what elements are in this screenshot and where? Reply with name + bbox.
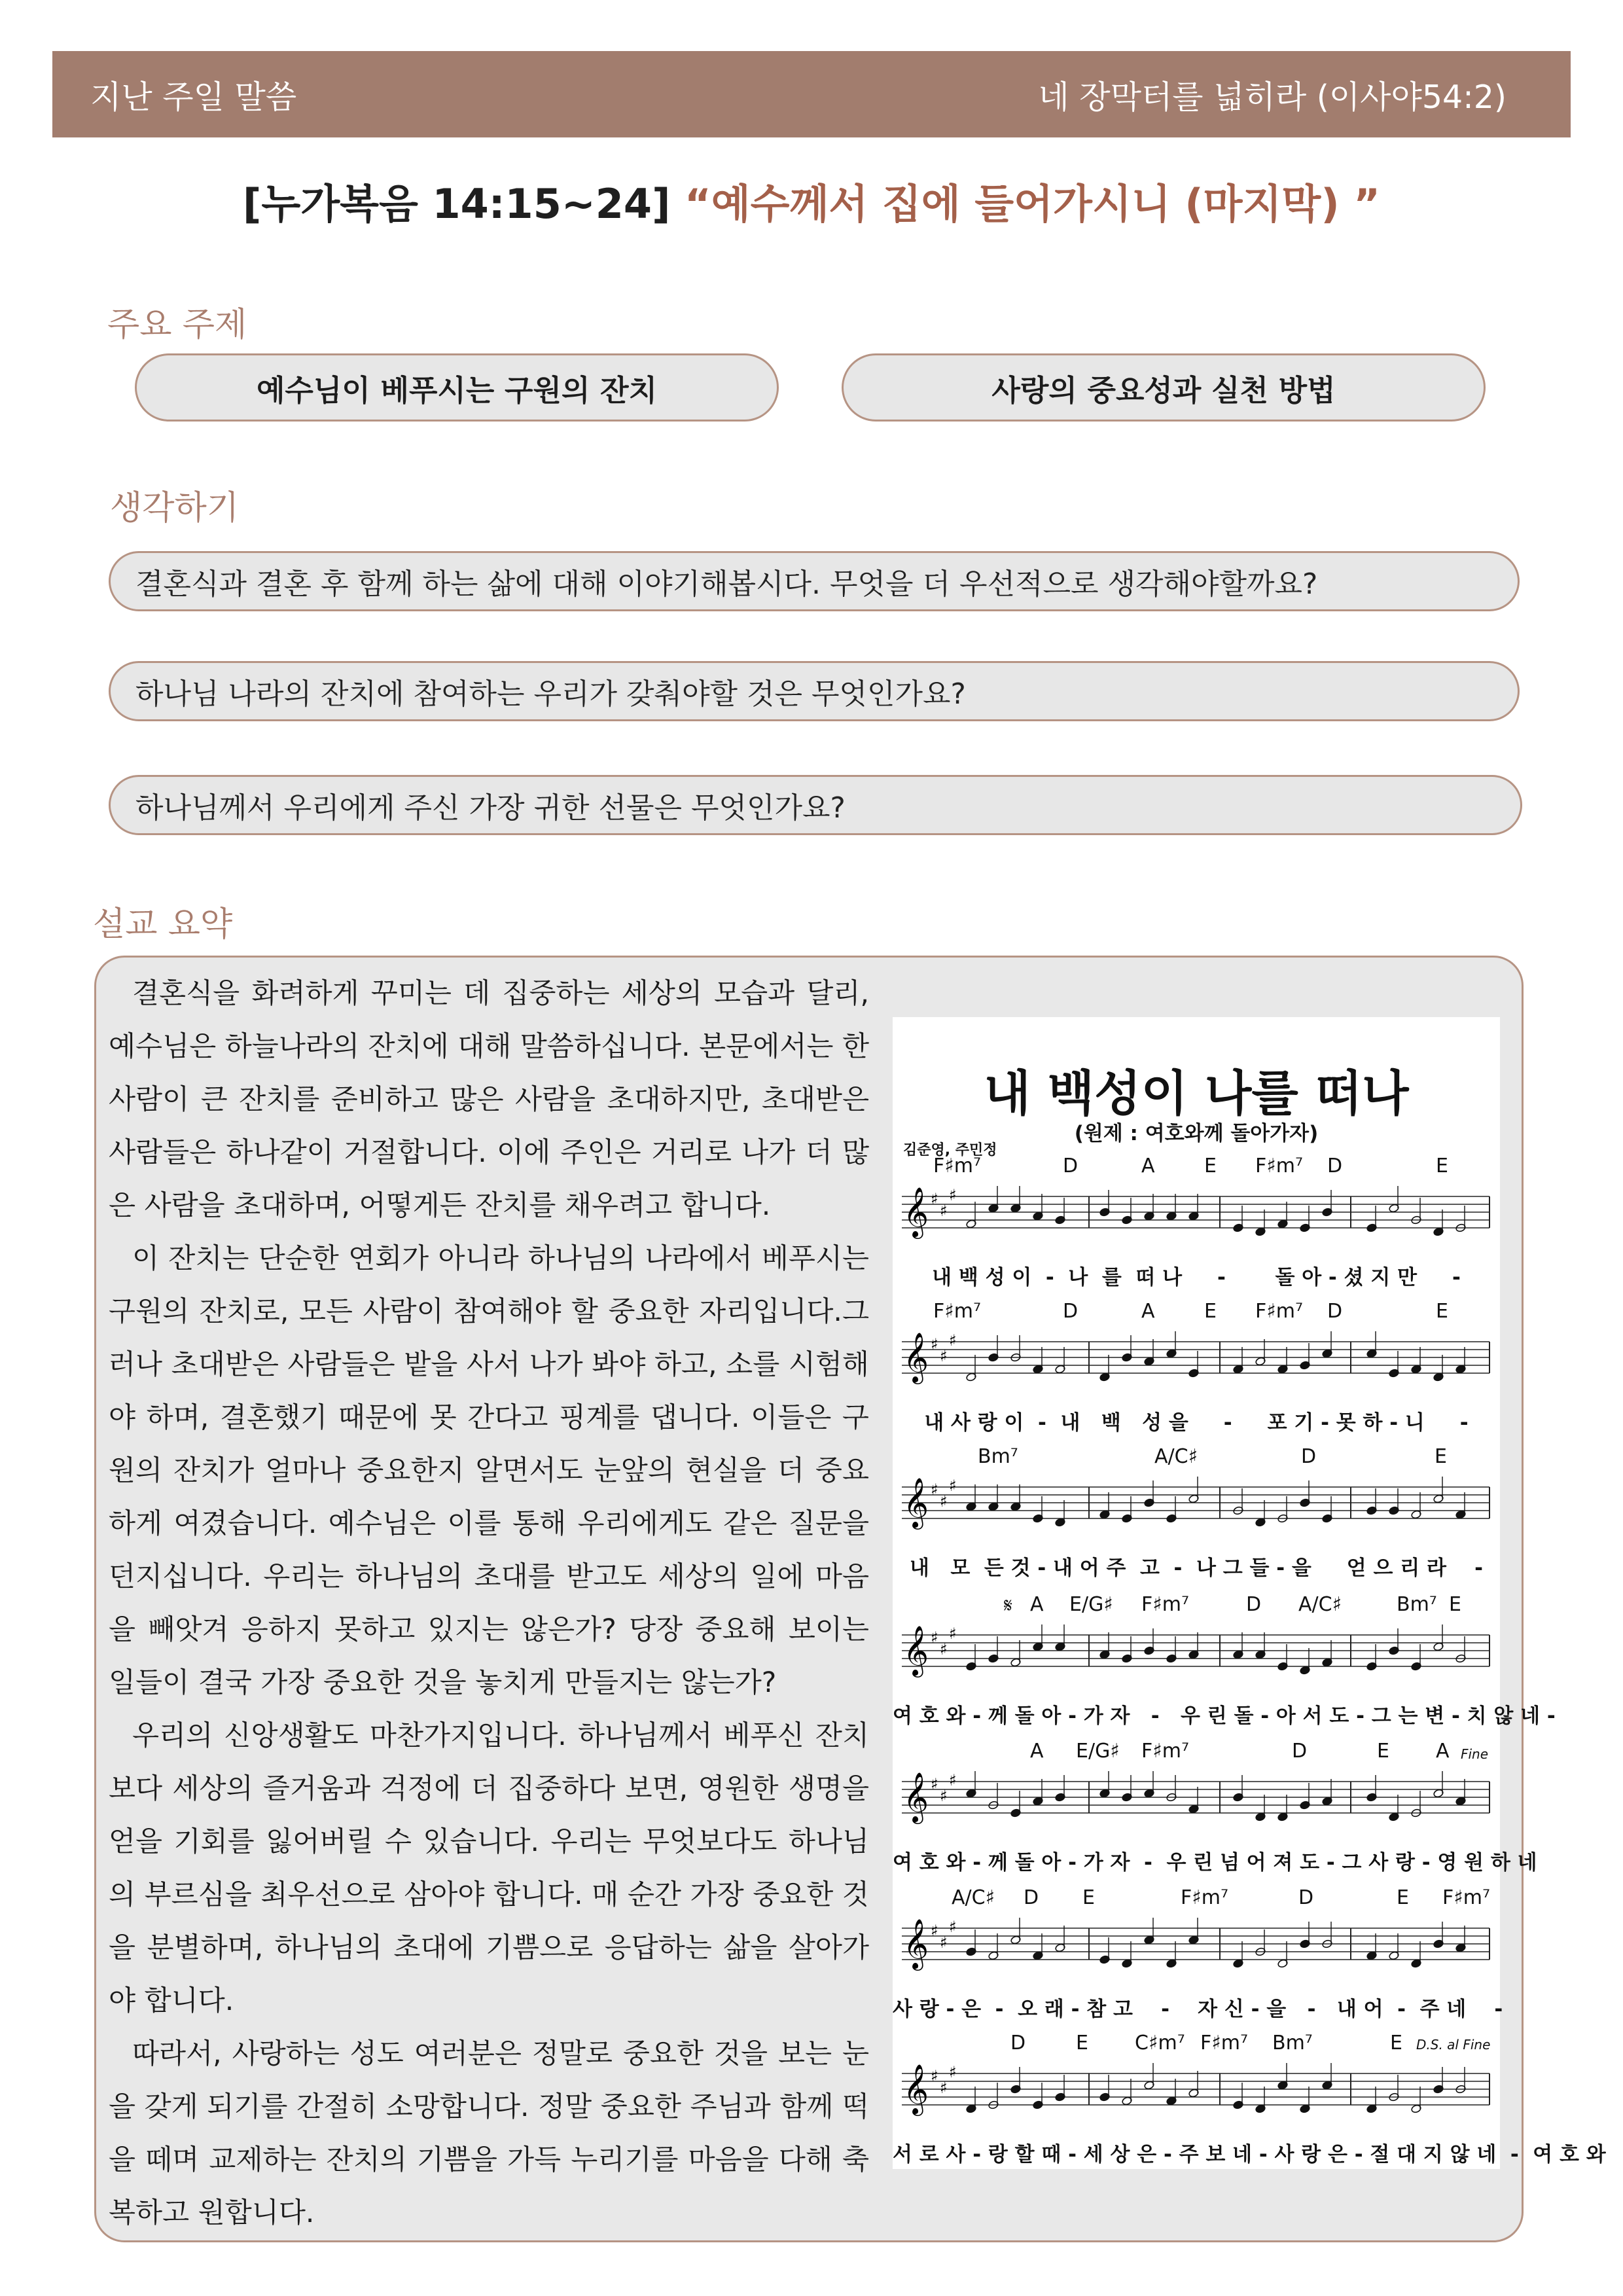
lyric-line: 내 모 든 것 - 내 어 주 고 - 나 그 들 - 을 얻 으 리 라 - xyxy=(910,1556,1483,1580)
sharp-icon: ♯ xyxy=(949,2063,957,2081)
sharp-icon: ♯ xyxy=(931,1628,938,1647)
sharp-icon: ♯ xyxy=(949,1477,957,1495)
question-text: 하나님께서 우리에게 주신 가장 귀한 선물은 무엇인가요? xyxy=(135,791,846,825)
lyric-line: 내 백 성 이 - 나 를 떠 나 - 돌 아 - 셨 지 만 - xyxy=(932,1266,1461,1289)
ds-al-fine-marking: D.S. al Fine xyxy=(1416,2037,1491,2053)
sharp-icon: ♯ xyxy=(949,1186,957,1204)
music-staff xyxy=(893,1740,1500,1844)
chord-label: D xyxy=(1298,1886,1314,1909)
sharp-icon: ♯ xyxy=(931,1335,938,1354)
chord-label: Bm⁷ xyxy=(1272,2032,1313,2054)
topic-pill xyxy=(842,353,1486,422)
sharp-icon: ♯ xyxy=(940,1787,948,1805)
question-text: 결혼식과 결혼 후 함께 하는 삶에 대해 이야기해봅시다. 무엇을 더 우선적으로 생각해야할까요? xyxy=(135,567,1318,601)
chord-label: D xyxy=(1327,1300,1343,1323)
chord-label: F♯m⁷ xyxy=(933,1155,982,1177)
chord-label: F♯m⁷ xyxy=(1255,1300,1304,1323)
chord-label: A xyxy=(1030,1740,1044,1763)
music-staff xyxy=(893,1155,1500,1259)
chord-label: E xyxy=(1390,2032,1402,2054)
treble-clef-icon: 𝄞 xyxy=(903,1477,929,1528)
song-original-title: (원제 : 여호와께 돌아가자) xyxy=(1074,1122,1319,1145)
sharp-icon: ♯ xyxy=(949,1331,957,1350)
chord-label: F♯m⁷ xyxy=(1255,1155,1304,1177)
treble-clef-icon: 𝄞 xyxy=(903,1187,929,1237)
music-system xyxy=(893,1740,1537,1888)
music-staff xyxy=(893,1300,1500,1405)
music-system xyxy=(893,1886,1503,2034)
sharp-icon: ♯ xyxy=(940,1640,948,1659)
sharp-icon: ♯ xyxy=(931,1922,938,1940)
chord-label: D xyxy=(1024,1886,1039,1909)
sharp-icon: ♯ xyxy=(931,1480,938,1499)
chord-label: D xyxy=(1301,1445,1317,1468)
chord-label: E/G♯ xyxy=(1069,1593,1113,1616)
song-title: 내 백성이 나를 떠나 xyxy=(984,1066,1409,1122)
sharp-icon: ♯ xyxy=(931,1190,938,1208)
chord-label: A/C♯ xyxy=(1298,1593,1342,1616)
header-bar xyxy=(52,51,1571,137)
chord-label: F♯m⁷ xyxy=(1442,1886,1491,1909)
sharp-icon: ♯ xyxy=(931,2067,938,2085)
summary-text xyxy=(109,967,869,2240)
song-composer: 김준영, 주민정 xyxy=(903,1142,997,1158)
chord-label: E xyxy=(1204,1155,1217,1177)
music-system xyxy=(893,1593,1556,1741)
chord-label: D xyxy=(1327,1155,1343,1177)
chord-label: D xyxy=(1246,1593,1262,1616)
sharp-icon: ♯ xyxy=(940,2079,948,2097)
treble-clef-icon: 𝄞 xyxy=(903,1625,929,1676)
sharp-icon: ♯ xyxy=(940,1347,948,1365)
chord-label: E xyxy=(1436,1300,1448,1323)
chord-label: F♯m⁷ xyxy=(1181,1886,1229,1909)
chord-label: E xyxy=(1204,1300,1217,1323)
music-system xyxy=(893,1155,1500,1302)
lyric-line: 여 호 와 - 께 돌 아 - 가 자 - 우 린 넘 어 져 도 - 그 사 랑 - 영 원 하 네 xyxy=(893,1851,1537,1874)
treble-clef-icon: 𝄞 xyxy=(903,1918,929,1969)
chord-label: A xyxy=(1141,1300,1155,1323)
chord-label: F♯m⁷ xyxy=(933,1300,982,1323)
chord-label: D xyxy=(1292,1740,1308,1763)
chord-label: A xyxy=(1141,1155,1155,1177)
sharp-icon: ♯ xyxy=(940,1202,948,1220)
summary-paragraph: 결혼식을 화려하게 꾸미는 데 집중하는 세상의 모습과 달리, 예수님은 하늘나라의 잔치에 대해 말씀하십니다. 본문에서는 한 사람이 큰 잔치를 준비하고 많은 사람을 초대하지만, 초대받은 사람들은 하나같이 거절합니다. 이에 주인은 거리로 나가 더 많은 사람을 초대하며, 어떻게든 잔치를 채우려고 합니다. xyxy=(109,978,869,1222)
sharp-icon: ♯ xyxy=(931,1775,938,1793)
summary-paragraph: 이 잔치는 단순한 연회가 아니라 하나님의 나라에서 베푸시는 구원의 잔치로, 모든 사람이 참여해야 할 중요한 자리입니다.그러나 초대받은 사람들은 밭을 사서 나가 봐야 하고, 소를 시험해야 하며, 결혼했기 때문에 못 간다고 핑계를 댑니다. 이들은 구원의 잔치가 얼마나 중요한지 알면서도 눈앞의 현실을 더 중요하게 여겼습니다. 예수님은 이를 통해 우리에게도 같은 질문을 던지십니다. 우리는 하나님의 초대를 받고도 세상의 일에 마음을 빼앗겨 응하지 못하고 있지는 않은가? 당장 중요해 보이는 일들이 결국 가장 중요한 것을 놓치게 만들지는 않는가? xyxy=(109,1243,869,1699)
chord-label: A xyxy=(1436,1740,1450,1763)
sharp-icon: ♯ xyxy=(940,1933,948,1952)
chord-label: D xyxy=(1010,2032,1026,2054)
chord-label: F♯m⁷ xyxy=(1141,1740,1190,1763)
music-staff xyxy=(893,2032,1500,2136)
sheet-music xyxy=(893,1017,1606,2169)
topics-label: 주요 주제 xyxy=(107,306,247,344)
chord-label: E xyxy=(1449,1593,1461,1616)
sharp-icon: ♯ xyxy=(949,1624,957,1643)
fine-marking: Fine xyxy=(1461,1746,1489,1762)
chord-label: Bm⁷ xyxy=(1397,1593,1437,1616)
chord-label: C♯m⁷ xyxy=(1135,2032,1185,2054)
chord-label: E xyxy=(1397,1886,1409,1909)
music-system xyxy=(893,1445,1500,1593)
chord-label: E/G♯ xyxy=(1076,1740,1120,1763)
lyric-line: 내 사 랑 이 - 내 백 성 을 - 포 기 - 못 하 - 니 - xyxy=(924,1411,1469,1435)
scripture-reference: [누가복음 14:15~24] xyxy=(243,180,671,228)
chord-label: F♯m⁷ xyxy=(1141,1593,1190,1616)
summary-label: 설교 요약 xyxy=(93,905,233,944)
chord-label: D xyxy=(1063,1300,1079,1323)
sharp-icon: ♯ xyxy=(940,1492,948,1511)
sermon-title xyxy=(0,171,1623,230)
treble-clef-icon: 𝄞 xyxy=(903,2064,929,2114)
topic-pill xyxy=(135,353,779,422)
music-system xyxy=(893,2032,1606,2179)
lyric-line: 사 랑 - 은 - 오 래 - 참 고 - 자 신 - 을 - 내 어 - 주 네 - xyxy=(893,1998,1503,2021)
sharp-icon: ♯ xyxy=(949,1771,957,1789)
topic-text: 예수님이 베푸시는 구원의 잔치 xyxy=(256,372,658,408)
chord-label: F♯m⁷ xyxy=(1200,2032,1249,2054)
header-section-title: 지난 주일 말씀 xyxy=(90,79,297,116)
sermon-quote: “예수께서 집에 들어가시니 (마지막) ” xyxy=(685,180,1380,228)
chord-label: A xyxy=(1030,1593,1044,1616)
summary-paragraph: 우리의 신앙생활도 마찬가지입니다. 하나님께서 베푸신 잔치보다 세상의 즐거움과 걱정에 더 집중하다 보면, 영원한 생명을 얻을 기회를 잃어버릴 수 있습니다. 우리는 무엇보다도 하나님의 부르심을 최우선으로 삼아야 합니다. 매 순간 가장 중요한 것을 분별하며, 하나님의 초대에 기쁨으로 응답하는 삶을 살아가야 합니다. xyxy=(109,1720,869,2017)
treble-clef-icon: 𝄞 xyxy=(903,1332,929,1382)
chord-label: E xyxy=(1436,1155,1448,1177)
chord-label: A/C♯ xyxy=(952,1886,995,1909)
chord-label: D xyxy=(1063,1155,1079,1177)
lyric-line: 서 로 사 - 랑 할 때 - 세 상 은 - 주 보 네 - 사 랑 은 - 절 대 지 않 네 - 여 호 와 xyxy=(893,2143,1606,2166)
chord-label: E xyxy=(1082,1886,1095,1909)
music-system xyxy=(893,1300,1500,1448)
summary-paragraph: 따라서, 사랑하는 성도 여러분은 정말로 중요한 것을 보는 눈을 갖게 되기를 간절히 소망합니다. 정말 중요한 주님과 함께 떡을 떼며 교제하는 잔치의 기쁨을 가득 누리기를 마음을 다해 축복하고 원합니다. xyxy=(109,2038,869,2229)
segno-icon: 𝄋 xyxy=(1004,1594,1012,1617)
question-text: 하나님 나라의 잔치에 참여하는 우리가 갖춰야할 것은 무엇인가요? xyxy=(135,677,966,711)
topic-text: 사랑의 중요성과 실천 방법 xyxy=(991,372,1336,408)
question-pill xyxy=(109,775,1522,835)
chord-label: E xyxy=(1435,1445,1447,1468)
lyric-line: 여 호 와 - 께 돌 아 - 가 자 - 우 린 돌 - 아 서 도 - 그 는 변 - 치 않 네 - xyxy=(893,1704,1556,1728)
question-pill xyxy=(109,551,1520,611)
question-pill xyxy=(109,661,1520,721)
reflection-label: 생각하기 xyxy=(110,489,240,528)
sharp-icon: ♯ xyxy=(949,1918,957,1936)
chord-label: E xyxy=(1377,1740,1389,1763)
header-theme-verse: 네 장막터를 넓히라 (이사야54:2) xyxy=(1038,79,1507,116)
treble-clef-icon: 𝄞 xyxy=(903,1772,929,1822)
chord-label: E xyxy=(1076,2032,1088,2054)
chord-label: A/C♯ xyxy=(1154,1445,1198,1468)
chord-label: Bm⁷ xyxy=(978,1445,1018,1468)
